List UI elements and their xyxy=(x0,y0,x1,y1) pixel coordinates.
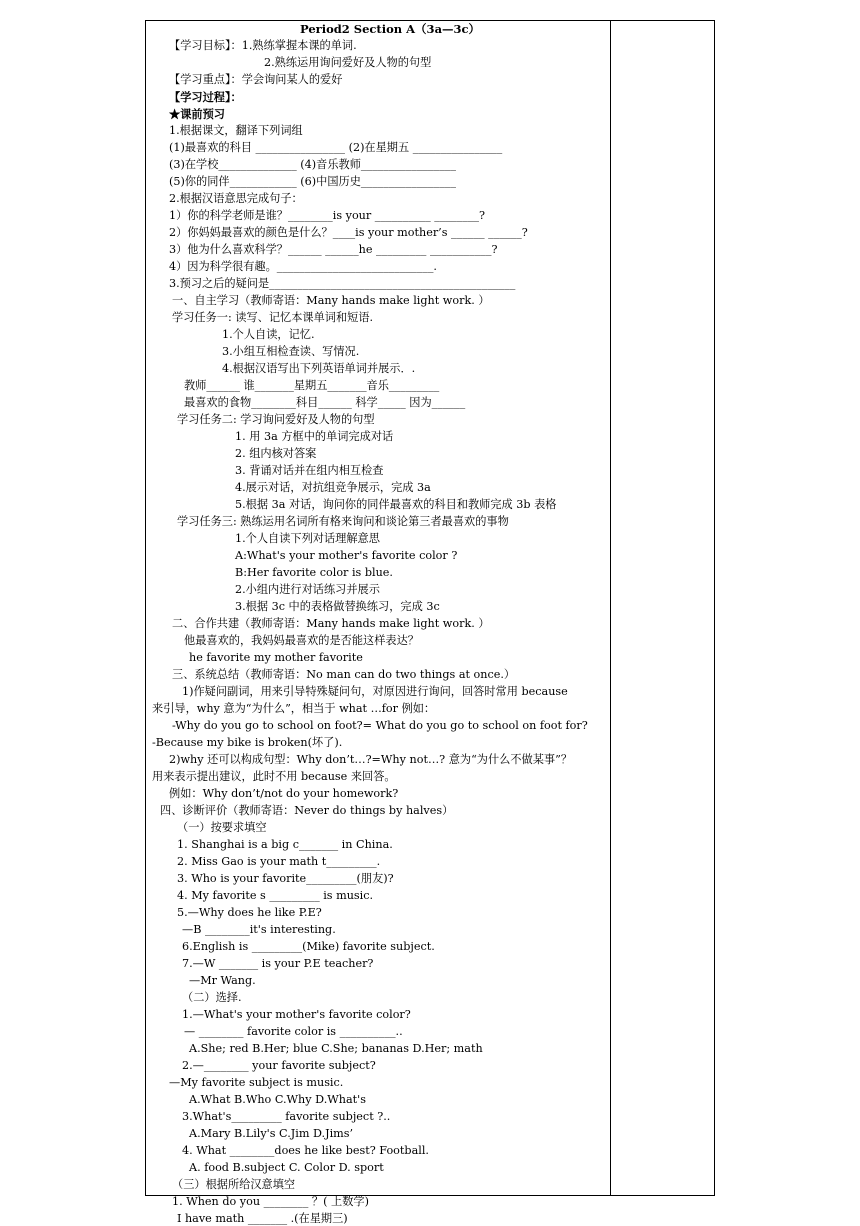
text-line: 【学习重点】：学会询问某人的爱好 xyxy=(169,73,343,86)
text-line: 5.—Why does he like P.E? xyxy=(177,906,322,919)
text-line: 3）他为什么喜欢科学？______ ______he _________ ___________? xyxy=(169,243,498,256)
text-line: he favorite my mother favorite xyxy=(189,651,363,664)
text-line: 1.个人自读下列对话理解意思 xyxy=(235,532,380,545)
text-line: (1)最喜欢的科目 ________________ (2)在星期五 ________________ xyxy=(169,141,503,154)
text-line: 3.预习之后的疑问是____________________________________________ xyxy=(169,277,516,290)
text-line: 7.—W _______ is your P.E teacher? xyxy=(182,957,374,970)
text-line: 6.English is _________(Mike) favorite subject. xyxy=(182,940,435,953)
text-line: B:Her favorite color is blue. xyxy=(235,566,393,579)
text-line: -Why do you go to school on foot?= What do you go to school on foot for? xyxy=(172,719,588,732)
text-line: A.What B.Who C.Why D.What's xyxy=(189,1093,366,1106)
text-line: 2.根据汉语意思完成句子： xyxy=(169,192,303,205)
text-line: （一）按要求填空 xyxy=(177,821,267,834)
text-line: 1)作疑问副词，用来引导特殊疑问句，对原因进行询问，回答时常用 because xyxy=(182,685,568,698)
page-title: Period2 Section A（3a—3c） xyxy=(300,22,481,36)
text-line: （二）选择. xyxy=(182,991,242,1004)
text-line: 【学习目标】：1.熟练掌握本课的单词. xyxy=(169,39,357,52)
text-line: 1）你的科学老师是谁？________is your __________ ________? xyxy=(169,209,486,222)
text-line: 1.个人自读，记忆. xyxy=(222,328,315,341)
text-line: 3.根据 3c 中的表格做替换练习，完成 3c xyxy=(235,600,440,613)
text-line: 2.小组内进行对话练习并展示 xyxy=(235,583,380,596)
text-line: A. food B.subject C. Color D. sport xyxy=(189,1161,384,1174)
text-line: -Because my bike is broken(坏了). xyxy=(152,736,343,749)
column-divider xyxy=(610,20,611,1196)
text-line: 1.—What's your mother's favorite color? xyxy=(182,1008,411,1021)
text-line: —Mr Wang. xyxy=(189,974,256,987)
text-line: A.Mary B.Lily's C.Jim D.Jims’ xyxy=(189,1127,354,1140)
text-line: 4.根据汉语写出下列英语单词并展示．. xyxy=(222,362,416,375)
text-line: —My favorite subject is music. xyxy=(169,1076,344,1089)
text-line: 2)why 还可以构成句型：Why don’t…?=Why not…? 意为“为什么不做某事”？ xyxy=(169,753,573,766)
text-line: 4.展示对话，对抗组竞争展示，完成 3a xyxy=(235,481,431,494)
text-line: 2）你妈妈最喜欢的颜色是什么？____is your mother’s ______ ______? xyxy=(169,226,528,239)
text-line: 4. My favorite s _________ is music. xyxy=(177,889,374,902)
text-line: 1. 用 3a 方框中的单词完成对话 xyxy=(235,430,394,443)
text-line: 2.熟练运用询问爱好及人物的句型 xyxy=(264,56,432,69)
text-line: 最喜欢的食物________科目______ 科学_____ 因为______ xyxy=(184,396,466,409)
text-line: 三、系统总结（教师寄语：No man can do two things at once.） xyxy=(172,668,516,681)
text-line: 2.—________ your favorite subject? xyxy=(182,1059,376,1072)
text-line: 1. Shanghai is a big c_______ in China. xyxy=(177,838,393,851)
text-line: 一、自主学习（教师寄语：Many hands make light work. ） xyxy=(172,294,490,307)
text-line: 2. 组内核对答案 xyxy=(235,447,317,460)
text-line: 4. What ________does he like best? Football. xyxy=(182,1144,429,1157)
text-line: 他最喜欢的，我妈妈最喜欢的是否能这样表达？ xyxy=(184,634,419,647)
text-line: 3. Who is your favorite_________(朋友)? xyxy=(177,872,394,885)
text-line: (5)你的同伴____________ (6)中国历史_________________ xyxy=(169,175,456,188)
text-line: ★课前预习 xyxy=(169,107,225,121)
text-line: —B ________it's interesting. xyxy=(182,923,336,936)
text-line: 来引导，why 意为“为什么”，相当于 what …for 例如： xyxy=(152,702,436,715)
text-line: 教师______ 谁_______星期五_______音乐_________ xyxy=(184,379,440,392)
text-line: 3.What's_________ favorite subject ?.. xyxy=(182,1110,391,1123)
text-line: 2. Miss Gao is your math t_________. xyxy=(177,855,381,868)
text-line: A:What's your mother's favorite color ? xyxy=(235,549,458,562)
text-line: 1. When do you ________ ？( 上数学) xyxy=(172,1195,369,1208)
text-line: — ________ favorite color is __________.. xyxy=(184,1025,403,1038)
text-line: 3. 背诵对话并在组内相互检查 xyxy=(235,464,384,477)
text-line: (3)在学校______________ (4)音乐教师_________________ xyxy=(169,158,456,171)
text-line: 四、诊断评价（教师寄语：Never do things by halves） xyxy=(160,804,454,817)
text-line: 学习任务三: 熟练运用名词所有格来询问和谈论第三者最喜欢的事物 xyxy=(177,515,509,528)
text-line: 1.根据课文，翻译下列词组 xyxy=(169,124,303,137)
text-line: 二、合作共建（教师寄语：Many hands make light work. ） xyxy=(172,617,490,630)
text-line: A.She; red B.Her; blue C.She; bananas D.Her; math xyxy=(189,1042,483,1055)
text-line: 3.小组互相检查读、写情况. xyxy=(222,345,360,358)
text-line: （三）根据所给汉意填空 xyxy=(172,1178,296,1191)
text-line: 例如：Why don’t/not do your homework? xyxy=(169,787,399,800)
text-line: I have math _______ .(在星期三) xyxy=(177,1212,348,1225)
text-line: 5.根据 3a 对话，询问你的同伴最喜欢的科目和教师完成 3b 表格 xyxy=(235,498,557,511)
text-line: 【学习过程】： xyxy=(169,90,242,104)
text-line: 学习任务一: 读写、记忆本课单词和短语. xyxy=(172,311,374,324)
text-line: 用来表示提出建议，此时不用 because 来回答。 xyxy=(152,770,396,783)
text-line: 学习任务二: 学习询问爱好及人物的句型 xyxy=(177,413,375,426)
text-line: 4）因为科学很有趣。____________________________. xyxy=(169,260,437,273)
